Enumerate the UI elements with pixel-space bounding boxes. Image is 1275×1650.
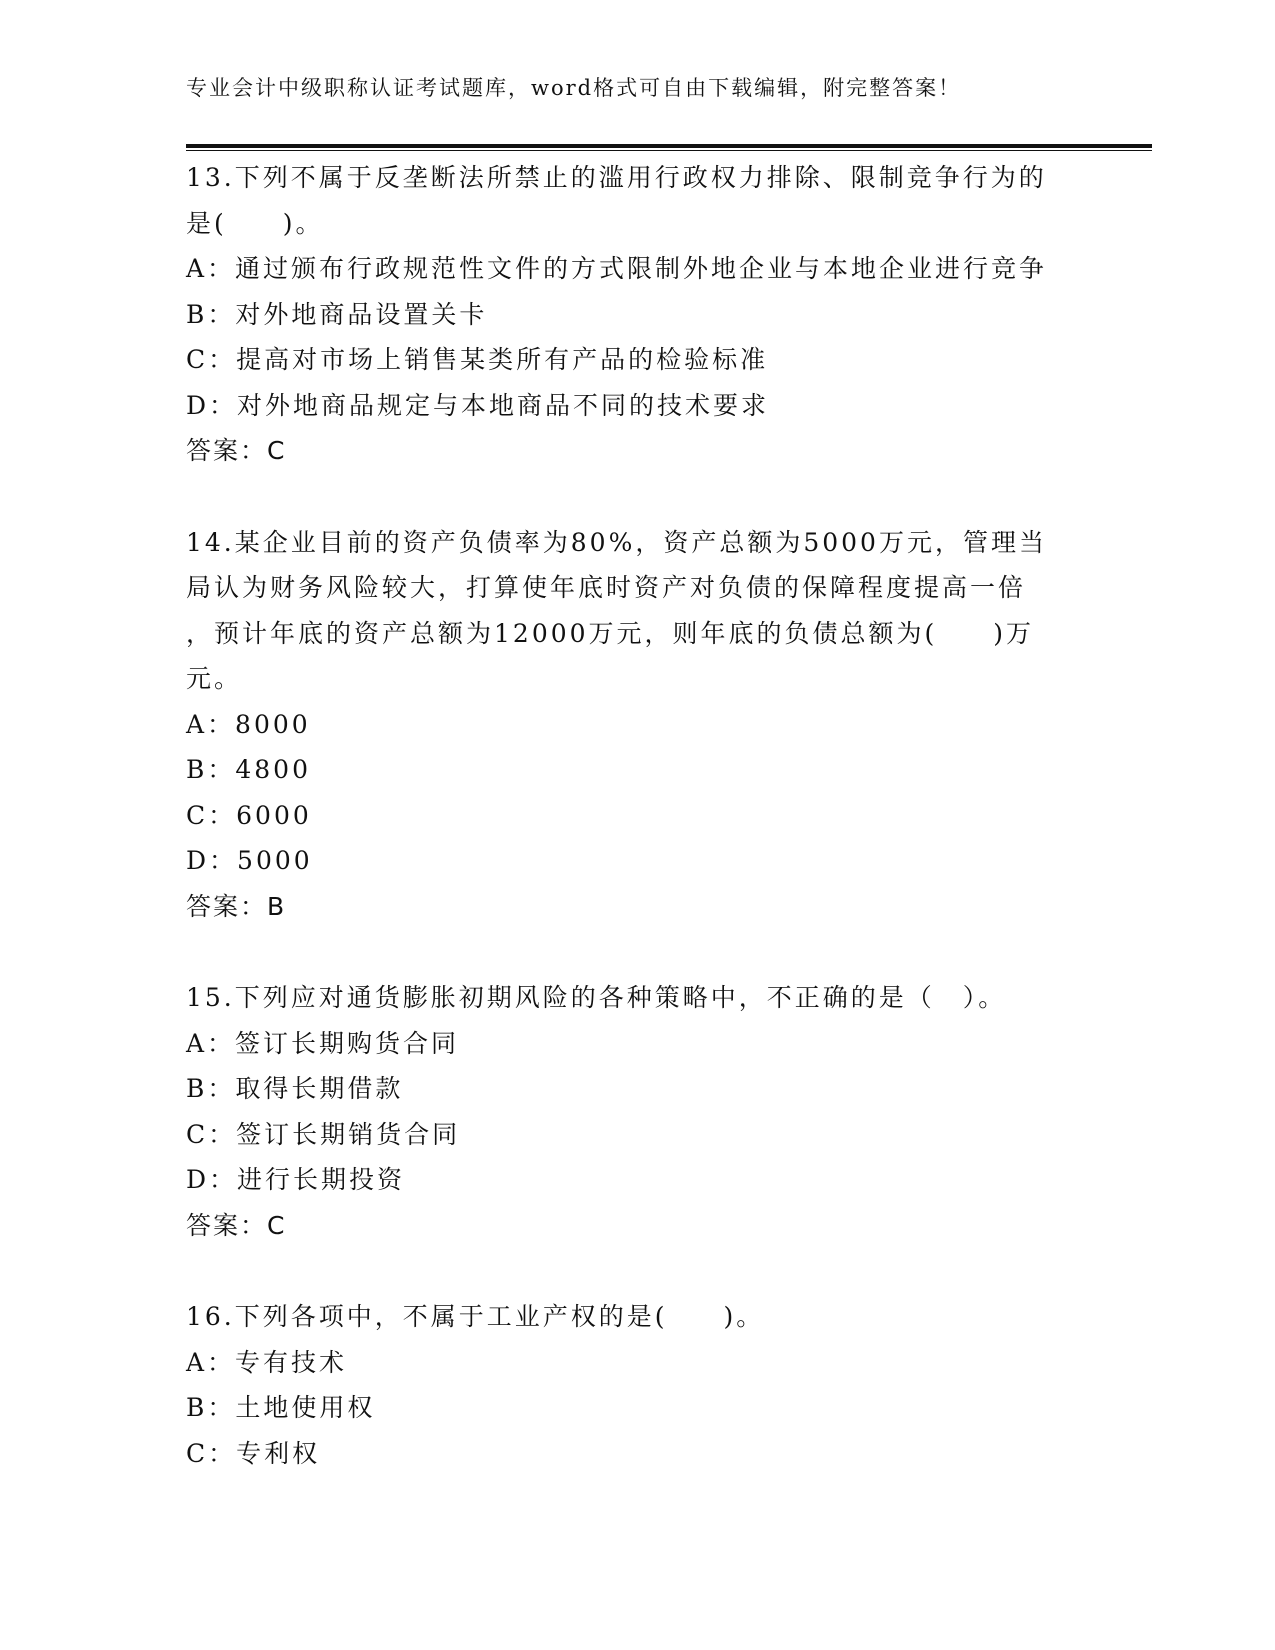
option-b: B：4800 [186,755,311,784]
question-14 [186,520,1086,930]
question-stem-line: 局认为财务风险较大，打算使年底时资产对负债的保障程度提高一倍 [186,573,1027,602]
header-rule-thick [186,144,1152,148]
option-b: B：对外地商品设置关卡 [186,299,488,329]
question-stem-line: 14.某企业目前的资产负债率为80%，资产总额为5000万元，管理当 [186,527,1047,557]
option-a: A：8000 [186,709,311,739]
question-stem-line: 13.下列不属于反垄断法所禁止的滥用行政权力排除、限制竞争行为的 [186,163,1047,192]
option-d: D：5000 [186,846,313,875]
option-b: B：土地使用权 [186,1393,376,1422]
option-a: A：专有技术 [186,1347,348,1377]
question-stem-line: 15.下列应对通货膨胀初期风险的各种策略中，不正确的是（ ）。 [186,983,1007,1012]
header-rule-thin [186,150,1152,151]
question-13 [186,155,1086,474]
option-c: C：签订长期销货合同 [186,1119,461,1149]
question-stem-line: ，预计年底的资产总额为12000万元，则年底的负债总额为( )万 [186,618,1035,648]
question-stem-line: 元。 [186,664,243,693]
option-d: D：对外地商品规定与本地商品不同的技术要求 [186,390,770,420]
option-d: D：进行长期投资 [186,1165,406,1194]
question-stem-line: 16.下列各项中，不属于工业产权的是( )。 [186,1302,765,1331]
answer-line: 答案：C [186,1210,287,1240]
question-15 [186,975,1086,1248]
page-header: 专业会计中级职称认证考试题库，word格式可自由下载编辑，附完整答案！ [186,76,962,100]
question-16 [186,1294,1086,1476]
question-list [186,155,1086,1522]
option-c: C：专利权 [186,1438,321,1468]
option-c: C：6000 [186,800,312,830]
option-c: C：提高对市场上销售某类所有产品的检验标准 [186,345,769,374]
answer-line: 答案：B [186,891,287,921]
question-stem-line: 是( )。 [186,208,324,238]
answer-line: 答案：C [186,436,287,465]
option-a: A：签订长期购货合同 [186,1028,460,1058]
option-a: A：通过颁布行政规范性文件的方式限制外地企业与本地企业进行竞争 [186,254,1048,283]
option-b: B：取得长期借款 [186,1074,404,1103]
